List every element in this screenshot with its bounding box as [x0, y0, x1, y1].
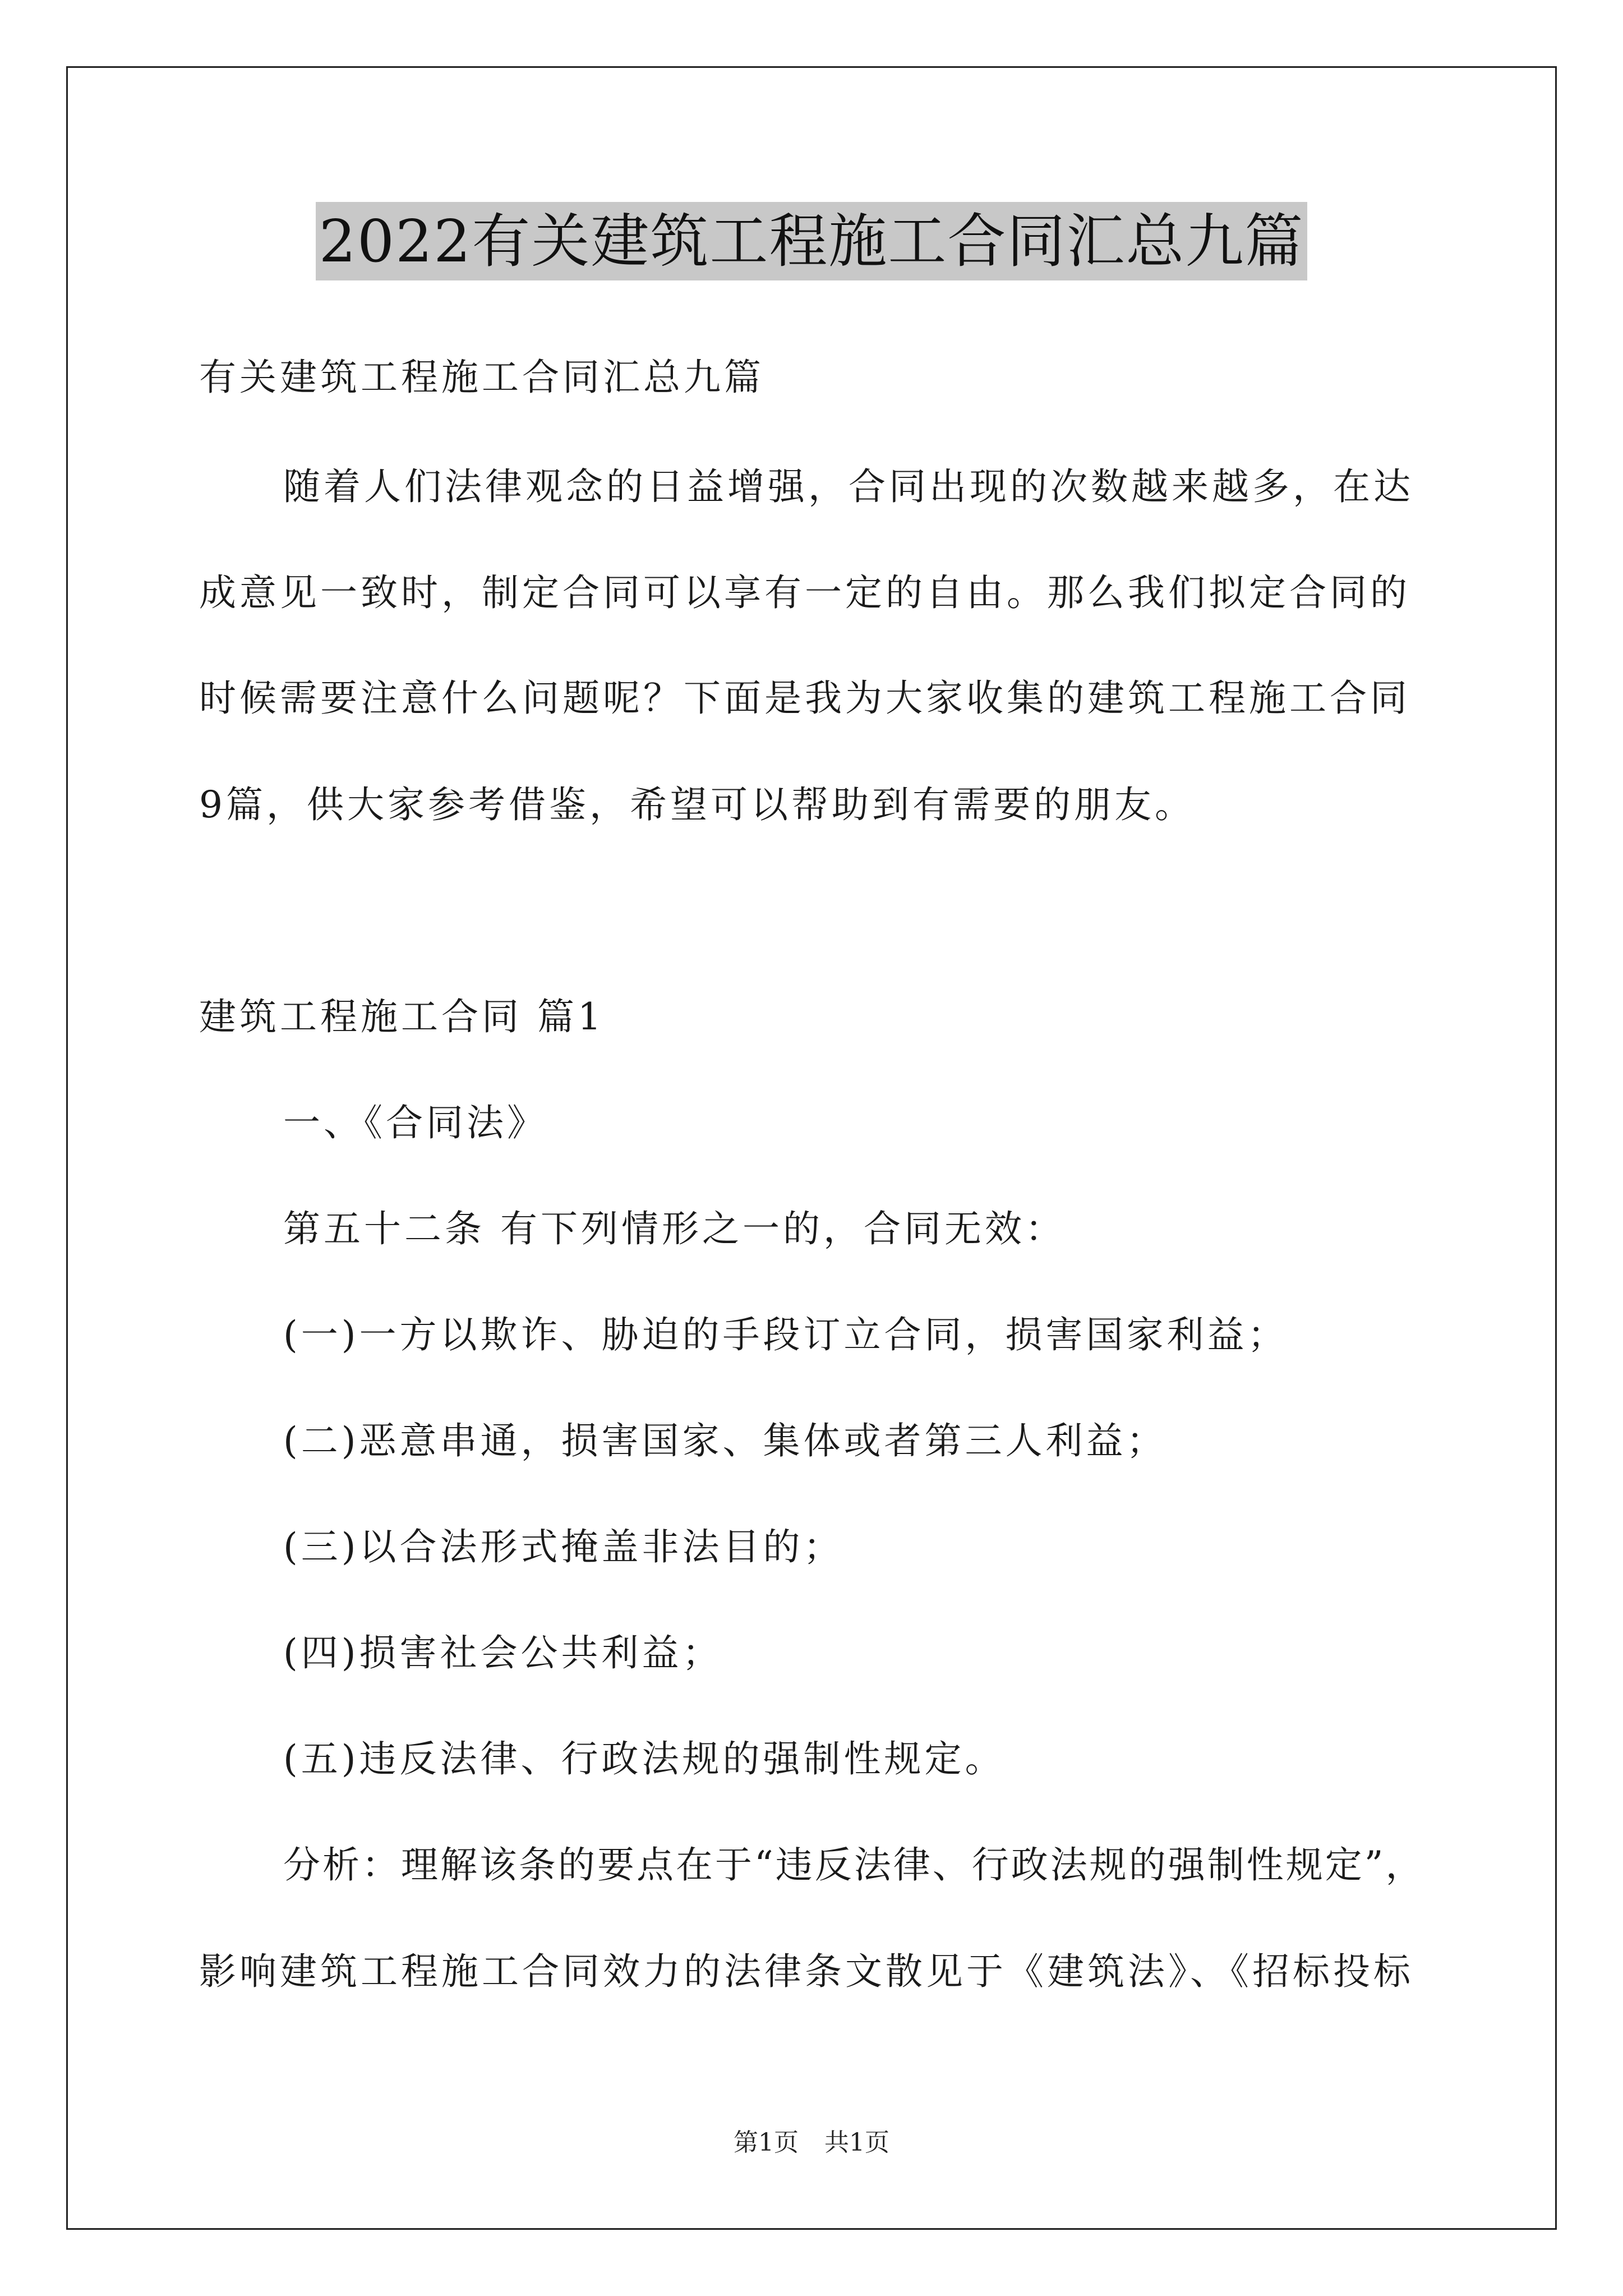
list-item-4: (四)损害社会公共利益； [283, 1631, 723, 1674]
title-container [0, 202, 1623, 280]
intro-line-1: 随着人们法律观念的日益增强，合同出现的次数越来越多，在达 [283, 465, 1414, 508]
list-item-5: (五)违反法律、行政法规的强制性规定。 [283, 1737, 1006, 1780]
list-item-2: (二)恶意串通，损害国家、集体或者第三人利益； [283, 1419, 1167, 1462]
intro-line-2: 成意见一致时，制定合同可以享有一定的自由。那么我们拟定合同的 [199, 571, 1410, 614]
document-subtitle: 有关建筑工程施工合同汇总九篇 [199, 356, 764, 399]
article-text: 第五十二条 有下列情形之一的，合同无效： [283, 1207, 1066, 1250]
list-item-3: (三)以合法形式掩盖非法目的； [283, 1525, 844, 1568]
page-total: 共1页 [824, 2128, 889, 2157]
list-item-1: (一)一方以欺诈、胁迫的手段订立合同，损害国家利益； [283, 1313, 1288, 1356]
intro-line-4: 9篇，供大家参考借鉴，希望可以帮助到有需要的朋友。 [199, 783, 1195, 826]
law-title: 一、《合同法》 [283, 1101, 547, 1144]
document-title: 2022有关建筑工程施工合同汇总九篇 [316, 202, 1308, 280]
intro-line-3: 时候需要注意什么问题呢？下面是我为大家收集的建筑工程施工合同 [199, 677, 1410, 720]
section-heading: 建筑工程施工合同 篇1 [199, 995, 605, 1038]
page-number: 第1页 [734, 2128, 799, 2157]
analysis-line-1: 分析：理解该条的要点在于“违反法律、行政法规的强制性规定”， [283, 1843, 1425, 1887]
page-footer [0, 2126, 1623, 2160]
analysis-line-2: 影响建筑工程施工合同效力的法律条文散见于《建筑法》、《招标投标 [199, 1950, 1414, 1993]
